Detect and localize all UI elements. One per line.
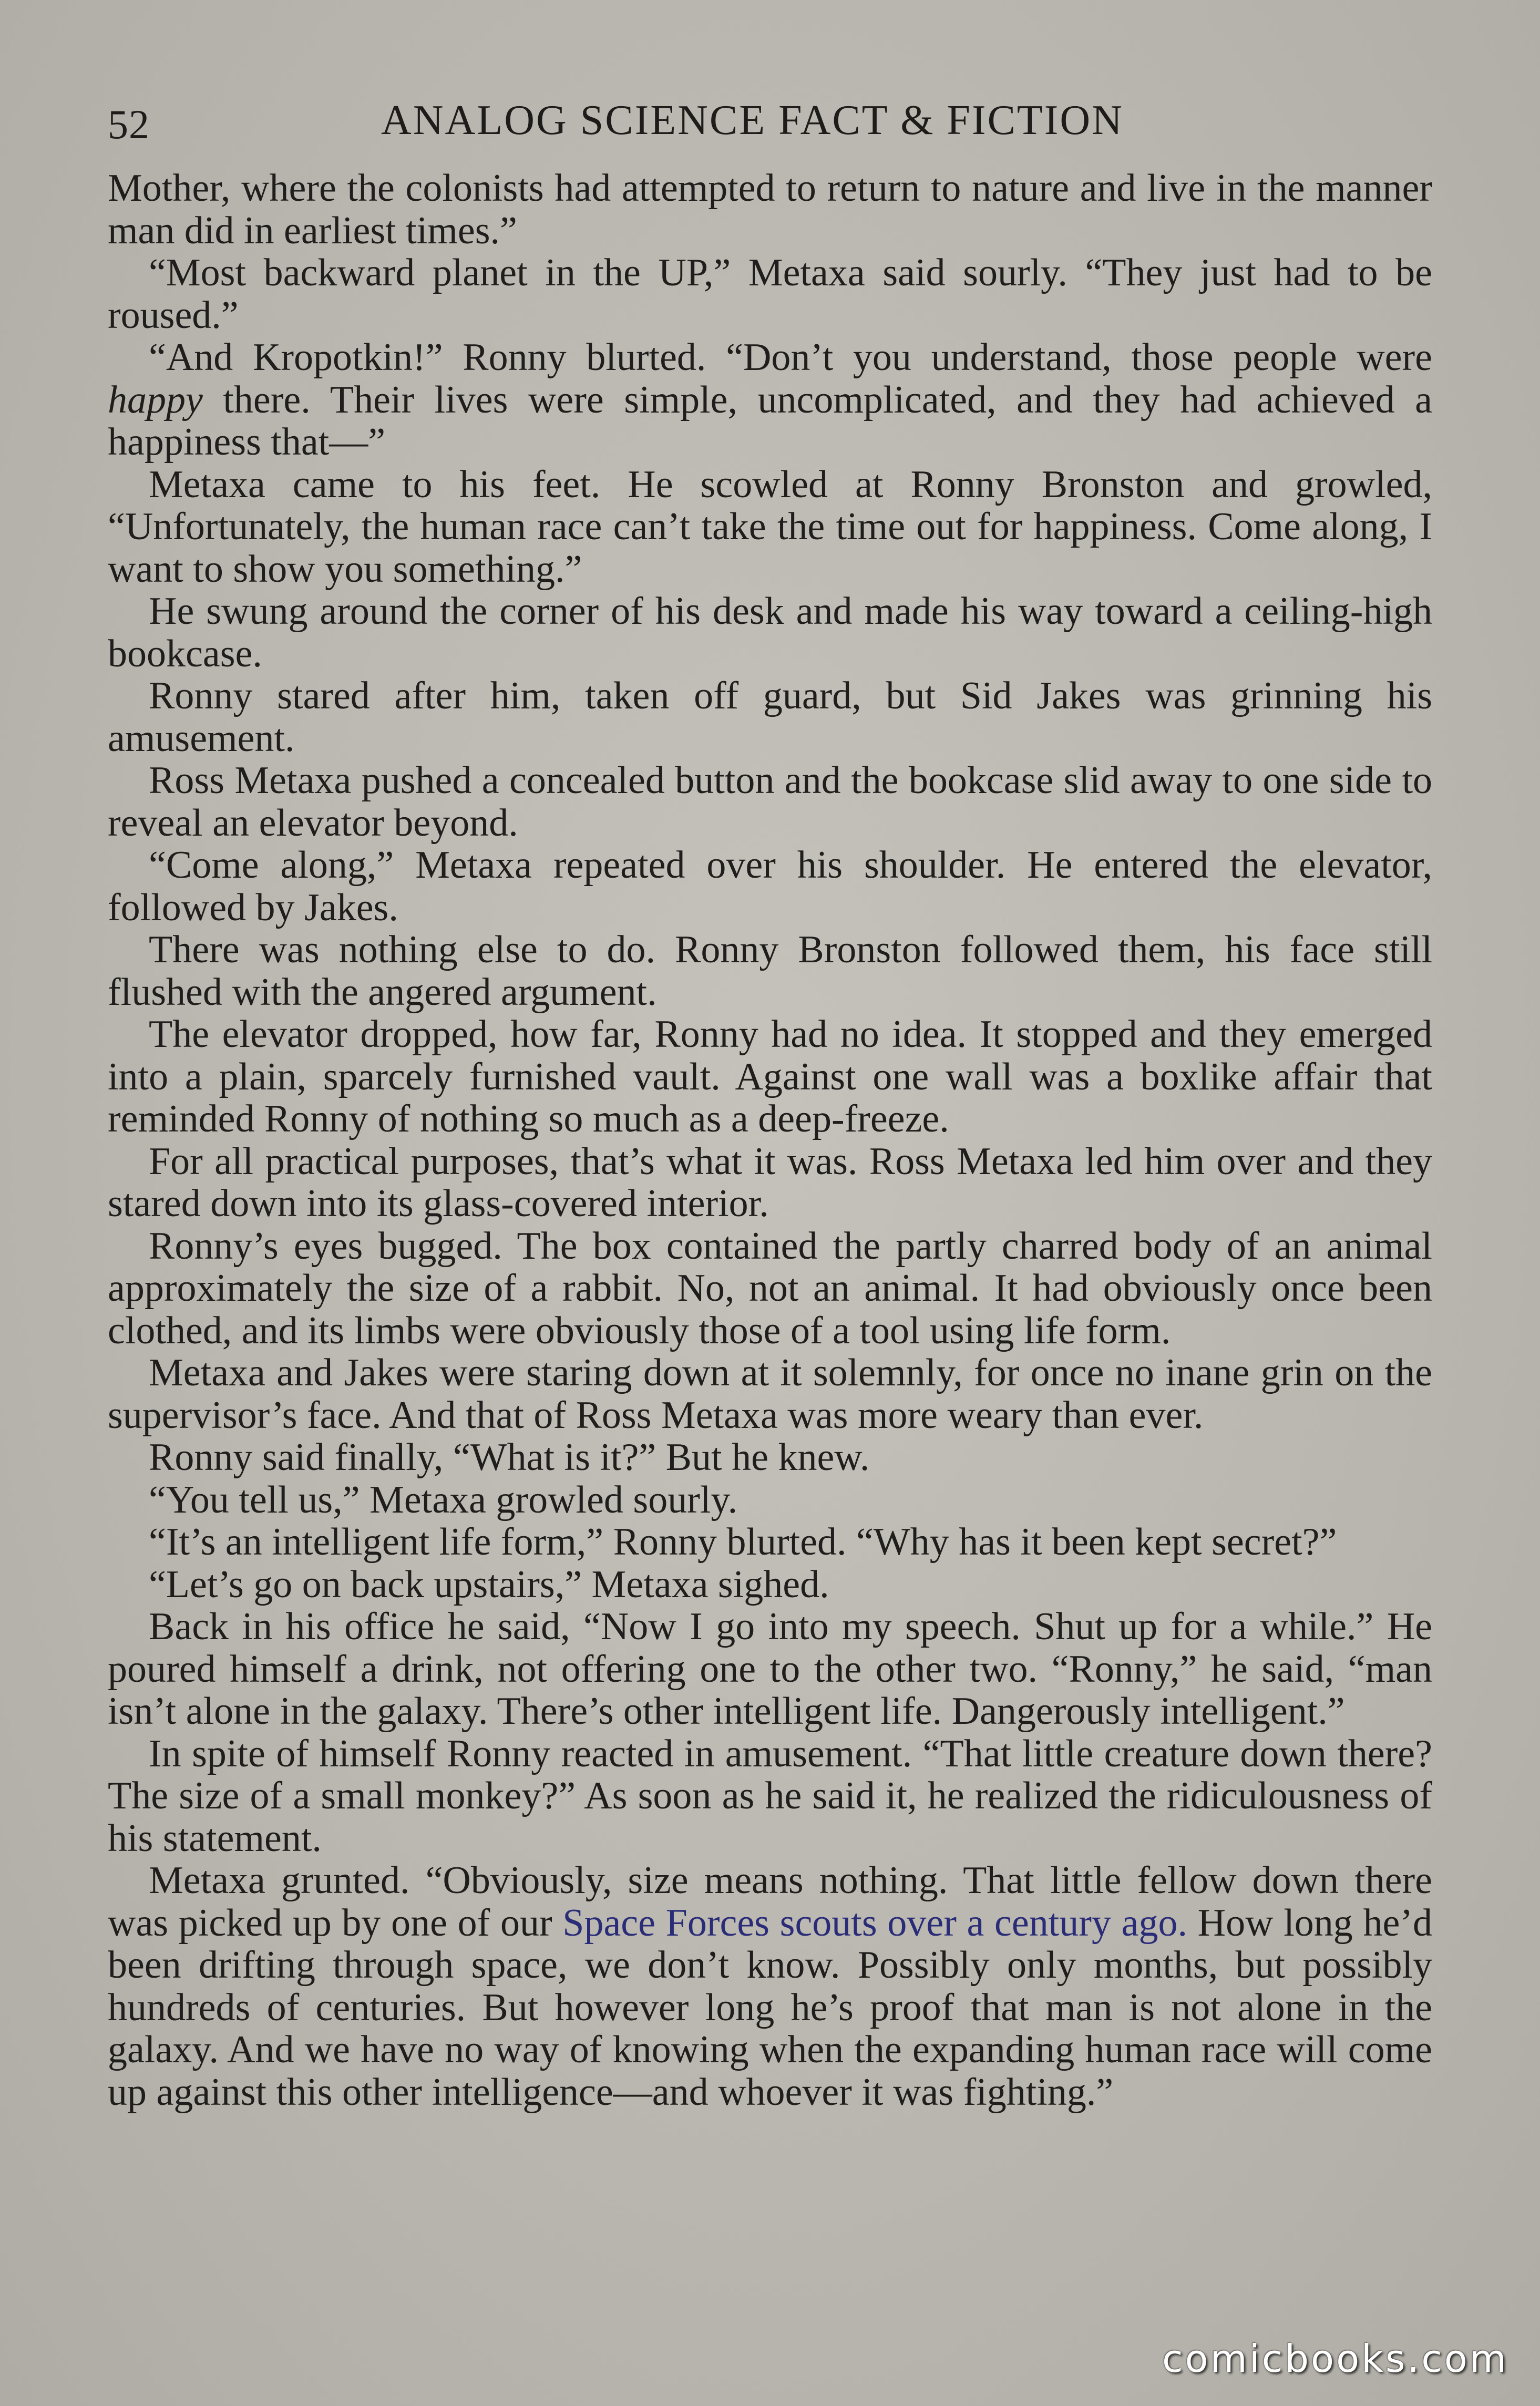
paragraph: “It’s an intelligent life form,” Ronny blurted. “Why has it been kept secret?” <box>149 1520 1337 1564</box>
watermark: comicbooks.com <box>1162 2337 1508 2381</box>
paragraph: Ronny’s eyes bugged. The box contained the partly charred body of an animal approximately the size of a rabbit. No, not an animal. It had obviously once been clothed, and its limbs were obviously those of a tool using life form. <box>108 1224 1432 1352</box>
page-number: 52 <box>108 101 150 147</box>
story-text <box>108 167 1432 2113</box>
paragraph: He swung around the corner of his desk and made his way toward a ceiling-high bookcase. <box>108 590 1432 675</box>
paragraph: For all practical purposes, that’s what it was. Ross Metaxa led him over and they stared down into its glass-covered interior. <box>108 1139 1432 1225</box>
paragraph: Ronny stared after him, taken off guard, but Sid Jakes was grinning his amusement. <box>108 674 1432 760</box>
paragraph: In spite of himself Ronny reacted in amusement. “That little creature down there? The size of a small monkey?” As soon as he said it, he realized the ridiculousness of his statement. <box>108 1732 1432 1860</box>
paragraph: “You tell us,” Metaxa growled sourly. <box>149 1478 738 1521</box>
paragraph: There was nothing else to do. Ronny Bronston followed them, his face still flushed with the angered argument. <box>108 928 1432 1014</box>
paragraph: Mother, where the colonists had attempted to return to nature and live in the manner man did in earliest times.” <box>108 167 1432 252</box>
paragraph: “Let’s go on back upstairs,” Metaxa sighed. <box>149 1562 829 1606</box>
paragraph: Ronny said finally, “What is it?” But he knew. <box>149 1436 870 1479</box>
paragraph: Metaxa and Jakes were staring down at it solemnly, for once no inane grin on the supervisor’s face. And that of Ross Metaxa was more weary than ever. <box>108 1351 1432 1437</box>
paragraph: “Come along,” Metaxa repeated over his shoulder. He entered the elevator, followed by Jakes. <box>108 844 1432 929</box>
paragraph: Metaxa came to his feet. He scowled at Ronny Bronston and growled, “Unfortunately, the human race can’t take the time out for happiness. Come along, I want to show you something.” <box>108 462 1432 591</box>
page-header <box>108 90 1432 159</box>
paragraph: “And Kropotkin!” Ronny blurted. “Don’t you understand, those people were happy there. Their lives were simple, uncomplicated, and they had achieved a happiness that—” <box>108 336 1432 464</box>
paragraph-last <box>108 1859 1432 2113</box>
paragraph: “Most backward planet in the UP,” Metaxa said sourly. “They just had to be roused.” <box>108 251 1432 337</box>
last-paragraph-part1: Metaxa grunted. “Obviously, size means nothing. That little fellow down there was picked up by one of our <box>108 1859 1432 1945</box>
last-paragraph-blue-text: Space Forces scouts over a century ago. <box>562 1901 1187 1945</box>
paragraph: Back in his office he said, “Now I go into my speech. Shut up for a while.” He poured himself a drink, not offering one to the other two. “Ronny,” he said, “man isn’t alone in the galaxy. There’s other intelligent life. Dangerously intelligent.” <box>108 1605 1432 1733</box>
running-title: ANALOG SCIENCE FACT & FICTION <box>381 97 1124 143</box>
last-paragraph-part3: How long he’d been drifting through space, we don’t know. Possibly only months, but possibly hundreds of centuries. But however long he’s proof that man is not alone in the galaxy. And we have no way of knowing when the expanding human race will come up against this other intelligence—and whoever it was fighting.” <box>108 1901 1432 2114</box>
paragraph: The elevator dropped, how far, Ronny had no idea. It stopped and they emerged into a plain, sparcely furnished vault. Against one wall was a boxlike affair that reminded Ronny of nothing so much as a deep-freeze. <box>108 1013 1432 1140</box>
paragraph: Ross Metaxa pushed a concealed button and the bookcase slid away to one side to reveal an elevator beyond. <box>108 759 1432 845</box>
